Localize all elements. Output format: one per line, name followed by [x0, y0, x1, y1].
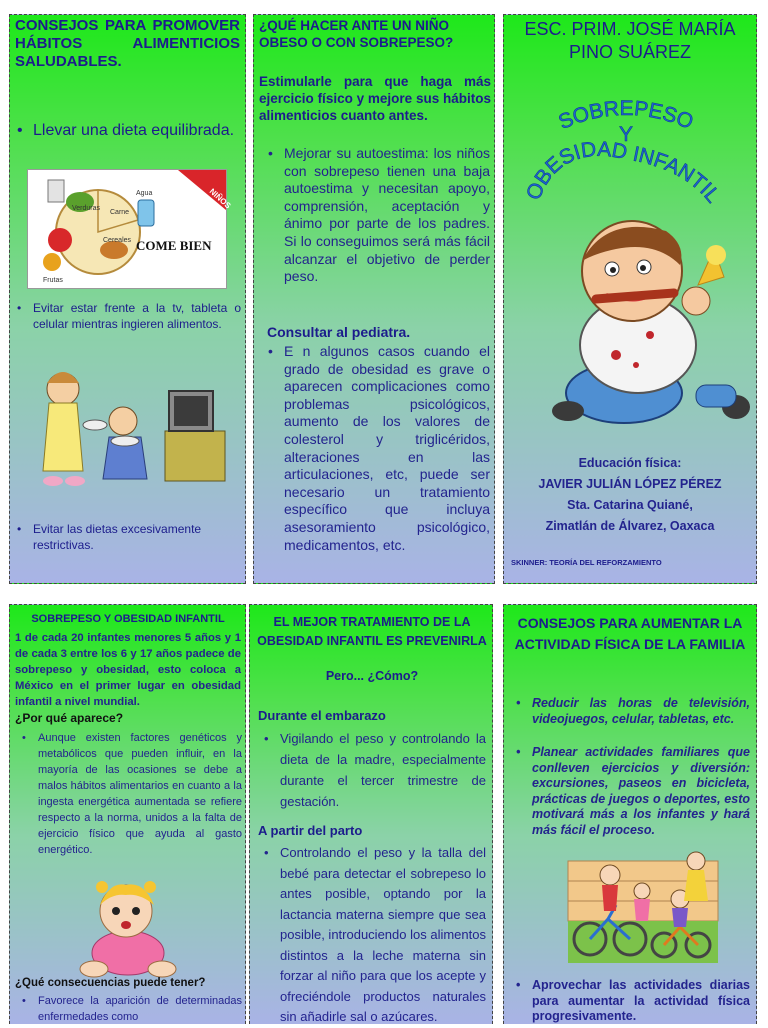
list-item: • Evitar estar frente a la tv, tableta o celular mientras ingieren alimentos. [13, 301, 241, 332]
food-word: Verduras [72, 205, 101, 212]
panel-title: CONSEJOS PARA AUMENTAR LA ACTIVIDAD FÍSICA DE LA FAMILIA [514, 615, 746, 652]
food-word: Frutas [43, 277, 63, 284]
list-item: • Mejorar su autoestima: los niños con sobrepeso tienen una baja autoestima y necesitan apoyo, comprensión, aceptación y ánimo por parte de los padres. Si lo conseguimos será más fácil alcanzar el objetivo de perder peso. [264, 145, 490, 286]
panel-physical-activity [503, 604, 757, 1024]
section-heading: A partir del parto [258, 823, 363, 838]
come-bien-image [27, 169, 233, 289]
panel-cover [503, 14, 757, 584]
subheading: Consultar al pediatra. [267, 324, 411, 340]
panel-subtitle: Pero... ¿Cómo? [325, 669, 419, 683]
come-bien-label: COME BIEN [136, 238, 212, 253]
panel-title: CONSEJOS PARA PROMOVER HÁBITOS ALIMENTICIOS SALUDABLES. [15, 17, 240, 70]
food-word: Cereales [103, 237, 132, 244]
panel-title: SOBREPESO Y OBESIDAD INFANTIL [31, 613, 225, 625]
info-line: JAVIER JULIÁN LÓPEZ PÉREZ [538, 477, 722, 491]
question-heading: ¿Por qué aparece? [15, 711, 124, 725]
kids-tv-image [35, 361, 233, 501]
section-heading: Durante el embarazo [258, 708, 386, 723]
family-biking-image [568, 841, 718, 963]
arc-title-3: OBESIDAD INFANTIL [521, 137, 725, 208]
info-line: Zimatlán de Álvarez, Oaxaca [545, 519, 715, 533]
arc-title-2: Y [618, 123, 634, 146]
arc-title-1: SOBREPESO [555, 96, 697, 135]
panel-what-to-do [253, 14, 495, 584]
boy-eating-illustration [546, 215, 750, 437]
list-item: • Evitar las dietas excesivamente restrictivas. [13, 522, 241, 553]
panel-overweight-info [9, 604, 246, 1024]
panel-title: ¿QUÉ HACER ANTE UN NIÑO OBESO O CON SOBREPESO? [259, 18, 454, 50]
list-item: • E n algunos casos cuando el grado de obesidad es grave o aparecen complicaciones como problemas psicológicos, aumento de los valores de colesterol y triglicéridos, alteraciones en las articulaciones, etc, puede ser necesario un tratamiento específico que incluya asesoramiento psicológico, medicamentos, etc. [264, 343, 490, 554]
list-item: • Planear actividades familiares que conlleven ejercicios y diversión: excursiones, paseos en bicicleta, prácticas de juegos o deportes, esto motivará más a los infantes y hará más fácil el proceso. [512, 745, 750, 838]
info-line: Educación física: [578, 456, 682, 470]
intro-text: 1 de cada 20 infantes menores 5 años y 1 de cada 3 entre los 6 y 17 años padece de sobrepeso y obesidad, esto coloca a México en el primer lugar en obesidad infantil a nivel mundial. [15, 632, 241, 708]
list-item: • Aprovechar las actividades diarias para aumentar la actividad física progresivamente. [512, 978, 750, 1025]
list-item: • Llevar una dieta equilibrada. [13, 121, 241, 141]
food-word: Agua [136, 190, 153, 197]
info-line: Sta. Catarina Quiané, [567, 498, 693, 512]
list-item: • Favorece la aparición de determinadas enfermedades como [18, 993, 242, 1025]
panel-title: EL MEJOR TRATAMIENTO DE LA OBESIDAD INFANTIL ES PREVENIRLA [257, 615, 487, 648]
list-item: • Vigilando el peso y controlando la dieta de la madre, especialmente durante el tercer trimestre de gestación. [260, 728, 486, 812]
question-heading: ¿Qué consecuencias puede tener? [15, 977, 206, 989]
corner-label: NIÑOS [207, 186, 233, 211]
list-item: • Controlando el peso y la talla del bebé para detectar el sobrepeso lo antes posible, optando por la lactancia materna siempre que sea posible, introduciendo los alimentos distintos a la leche materna sin forzar al niño para que los acepte y ofreciéndole productos naturales sin añadirle sal o azúcares. [260, 843, 486, 1028]
panel-prevention [249, 604, 493, 1024]
list-item: • Aunque existen factores genéticos y metabólicos que pueden influir, en la mayoría de las ocasiones se debe a malos hábitos alimentarios en cuanto a la ingesta energética aumentada se refiere respecto a la norma, unidos a la falta de ejercicio físico que ayuda al gasto energético. [18, 730, 242, 858]
food-word: Carne [110, 209, 130, 216]
school-name: ESC. PRIM. JOSÉ MARÍA PINO SUÁREZ [524, 19, 736, 62]
footer-note: SKINNER: TEORÍA DEL REFORZAMIENTO [511, 558, 662, 567]
chubby-child-image [74, 877, 180, 979]
panel-healthy-habits [9, 14, 246, 584]
subheading: Estimularle para que haga más ejercicio físico y mejore sus hábitos alimenticios cuanto antes. [259, 74, 491, 123]
list-item: • Reducir las horas de televisión, videojuegos, celular, tabletas, etc. [512, 696, 750, 727]
svg-text:OBESIDAD INFANTIL [522, 138, 724, 207]
